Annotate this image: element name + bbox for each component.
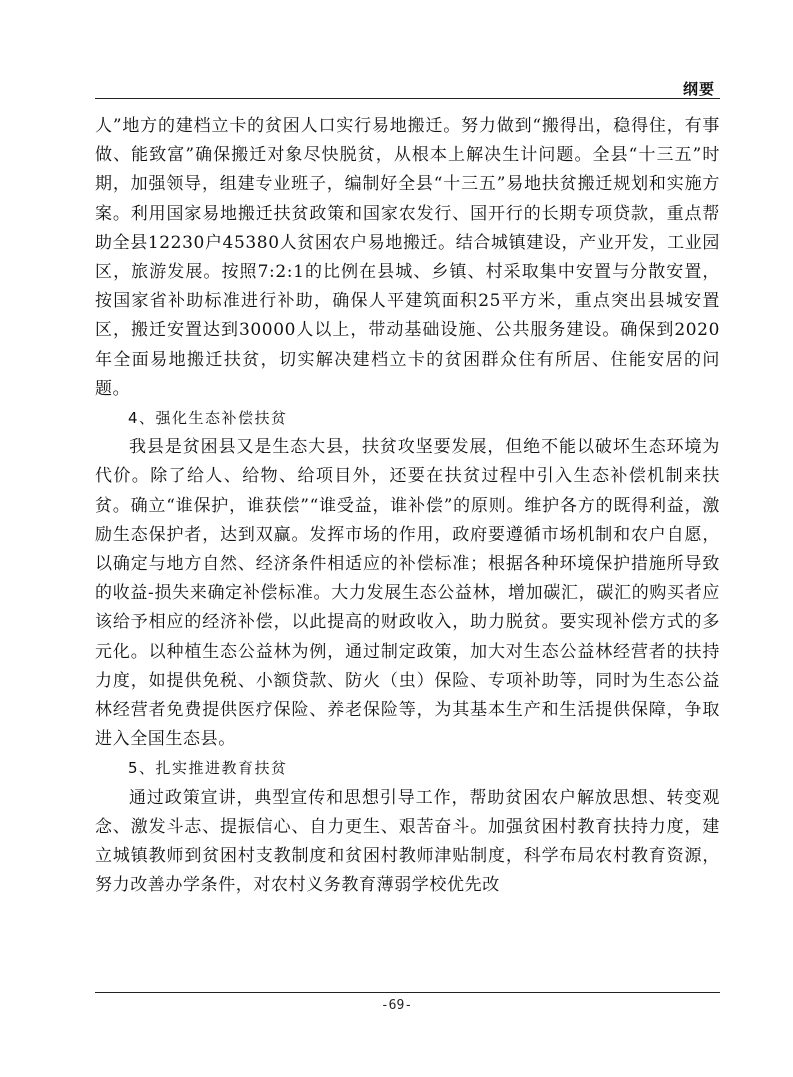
footer-divider	[95, 992, 720, 993]
document-body	[95, 112, 720, 900]
paragraph-relocation: 人”地方的建档立卡的贫困人口实行易地搬迁。努力做到“搬得出，稳得住，有事做、能致富”确保搬迁对象尽快脱贫，从根本上解决生计问题。全县“十三五”时期，加强领导，组建专业班子，编制好全县“十三五”易地扶贫搬迁规划和实施方案。利用国家易地搬迁扶贫政策和国家农发行、国开行的长期专项贷款，重点帮助全县12230户45380人贫困农户易地搬迁。结合城镇建设，产业开发，工业园区，旅游发展。按照7:2:1的比例在县城、乡镇、村采取集中安置与分散安置，按国家省补助标准进行补助，确保人平建筑面积25平方米，重点突出县城安置区，搬迁安置达到30000人以上，带动基础设施、公共服务建设。确保到2020年全面易地搬迁扶贫，切实解决建档立卡的贫困群众住有所居、住能安居的问题。	[95, 116, 720, 399]
section-heading-education: 5、扎实推进教育扶贫	[128, 759, 288, 778]
header-divider	[95, 98, 720, 99]
section-label: 纲要	[682, 80, 715, 98]
page-number: -69-	[380, 998, 413, 1013]
paragraph-education: 通过政策宣讲，典型宣传和思想引导工作，帮助贫困农户解放思想、转变观念、激发斗志、提振信心、自力更生、艰苦奋斗。加强贫困村教育扶持力度，建立城镇教师到贫困村支教制度和贫困村教师津贴制度，科学布局农村教育资源，努力改善办学条件，对农村义务教育薄弱学校优先改	[95, 787, 720, 896]
paragraph-eco-compensation: 我县是贫困县又是生态大县，扶贫攻坚要发展，但绝不能以破坏生态环境为代价。除了给人、给物、给项目外，还要在扶贫过程中引入生态补偿机制来扶贫。确立“谁保护，谁获偿”“谁受益，谁补偿”的原则。维护各方的既得利益，激励生态保护者，达到双赢。发挥市场的作用，政府要遵循市场机制和农户自愿，以确定与地方自然、经济条件相适应的补偿标准；根据各种环境保护措施所导致的收益-损失来确定补偿标准。大力发展生态公益林，增加碳汇，碳汇的购买者应该给予相应的经济补偿，以此提高的财政收入，助力脱贫。要实现补偿方式的多元化。以种植生态公益林为例，通过制定政策，加大对生态公益林经营者的扶持力度，如提供免税、小额贷款、防火（虫）保险、专项补助等，同时为生态公益林经营者免费提供医疗保险、养老保险等，为其基本生产和生活提供保障，争取进入全国生态县。	[95, 437, 720, 750]
section-heading-eco-compensation: 4、强化生态补偿扶贫	[128, 409, 288, 428]
